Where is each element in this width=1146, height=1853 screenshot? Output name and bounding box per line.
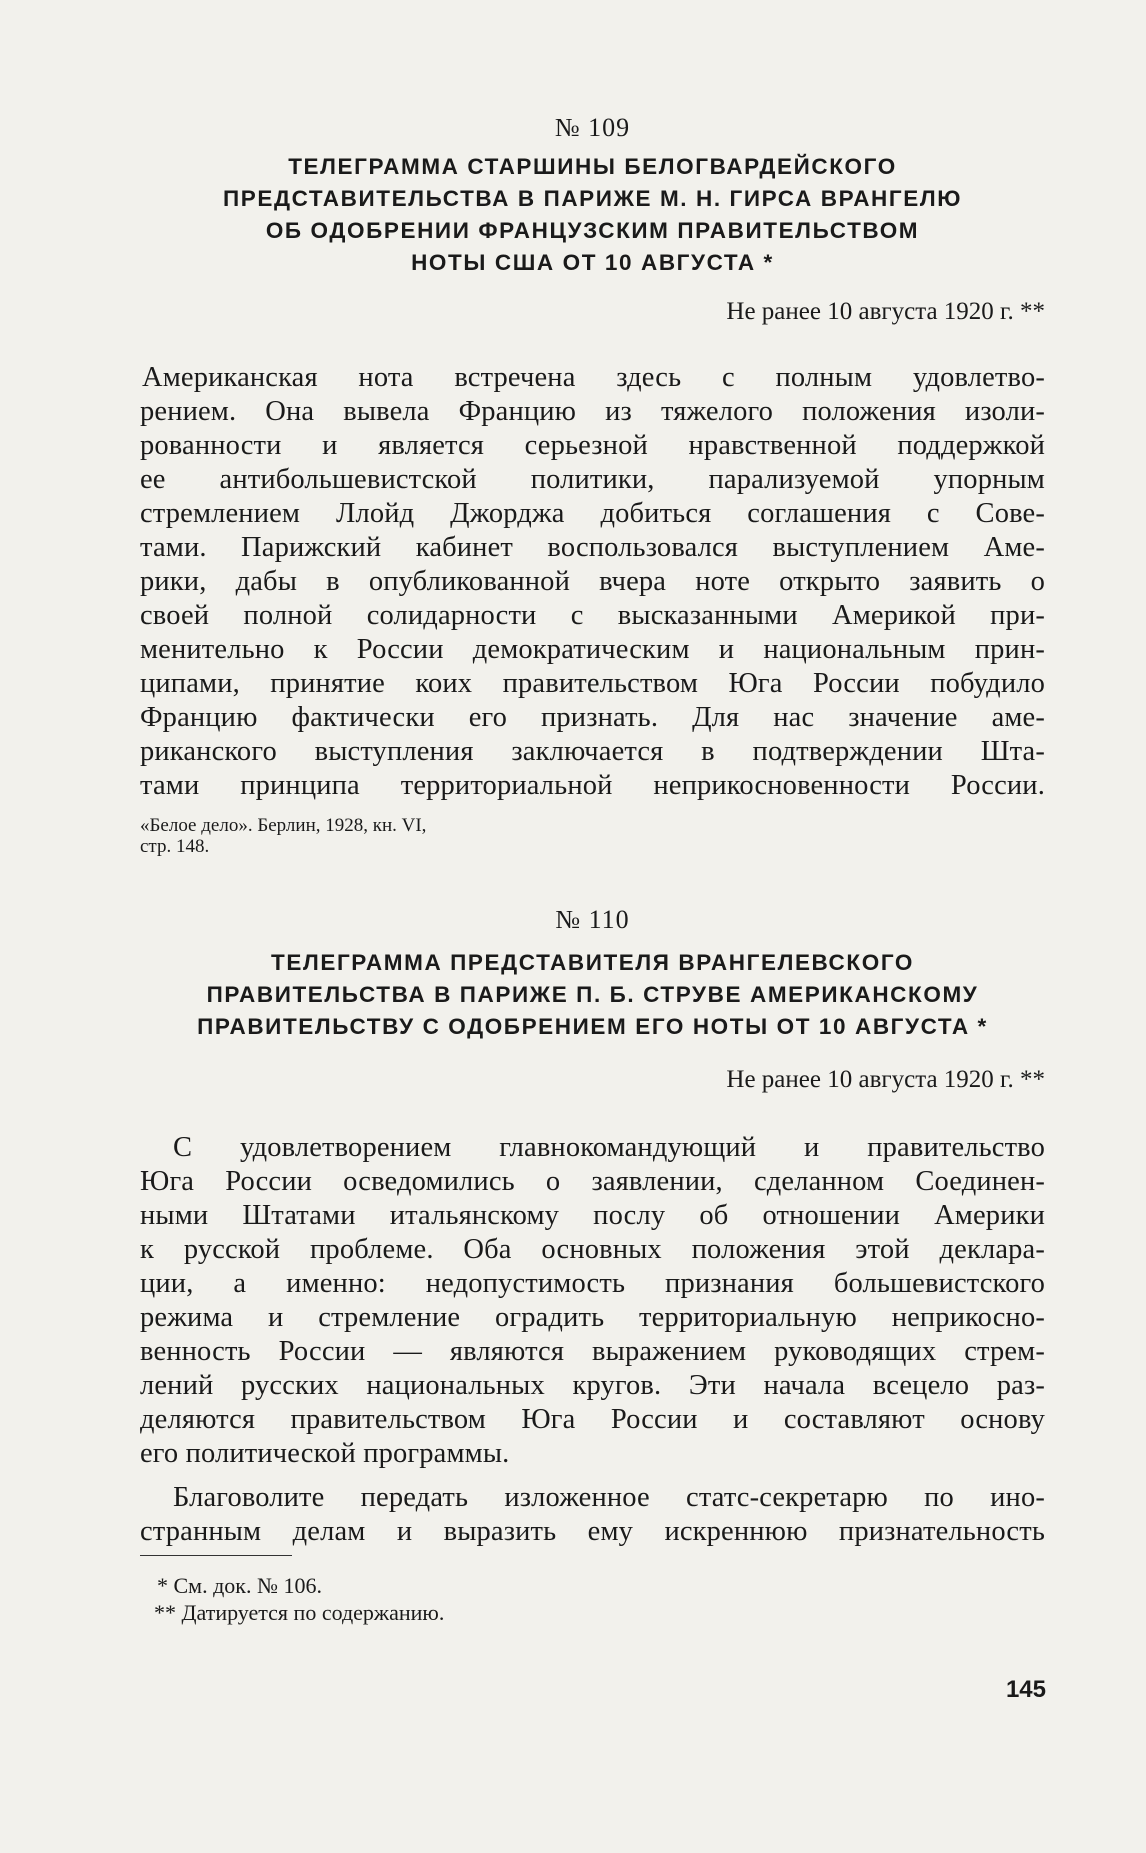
text-line: ее антибольшевистской политики, парализуемой упорным [140, 464, 1045, 495]
text-line: ции, а именно: недопустимость признания большевистского [140, 1268, 1045, 1299]
document-number: № 109 [554, 113, 631, 142]
source-line: стр. 148. [140, 836, 210, 857]
text-line: тами. Парижский кабинет воспользовался выступлением Аме- [140, 532, 1045, 563]
text-line: Благоволите передать изложенное статс-секретарю по ино- [173, 1482, 1045, 1513]
text-line: Юга России осведомились о заявлении, сделанном Соединен- [140, 1166, 1045, 1197]
text-line: странным делам и выразить ему искреннюю признательность [140, 1516, 1045, 1547]
document-body [140, 1131, 1045, 1549]
text-line: к русской проблеме. Оба основных положения этой деклара- [140, 1234, 1045, 1265]
source-line: «Белое дело». Берлин, 1928, кн. VI, [140, 815, 427, 836]
text-line: своей полной солидарности с высказанными Америкой при- [140, 600, 1045, 631]
title-line: ОБ ОДОБРЕНИИ ФРАНЦУЗСКИМ ПРАВИТЕЛЬСТВОМ [265, 218, 920, 243]
title-line: ТЕЛЕГРАММА ПРЕДСТАВИТЕЛЯ ВРАНГЕЛЕВСКОГО [271, 950, 914, 975]
paragraph [140, 361, 1045, 803]
text-line: тами принципа территориальной неприкосновенности России. [140, 770, 1045, 801]
title-line: НОТЫ США ОТ 10 АВГУСТА * [411, 250, 774, 275]
text-line: менительно к России демократическим и национальным прин- [140, 634, 1045, 665]
title-line: ТЕЛЕГРАММА СТАРШИНЫ БЕЛОГВАРДЕЙСКОГО [288, 154, 897, 179]
text-line: ными Штатами итальянскому послу об отношении Америки [140, 1200, 1045, 1231]
text-line: деляются правительством Юга России и составляют основу [140, 1404, 1045, 1435]
document-110 [140, 905, 1045, 1549]
document-date: Не ранее 10 августа 1920 г. ** [726, 1066, 1045, 1093]
footnote: ** Датируется по содержанию. [154, 1600, 445, 1625]
page-number: 145 [1005, 1676, 1046, 1703]
document-109 [140, 113, 1045, 857]
footnotes [140, 1555, 1045, 1626]
document-number: № 110 [555, 905, 630, 934]
text-line: рованности и является серьезной нравственной поддержкой [140, 430, 1045, 461]
text-line: Францию фактически его признать. Для нас значение аме- [140, 702, 1045, 733]
text-line: рением. Она вывела Францию из тяжелого положения изоли- [140, 396, 1045, 427]
footnote-rule [140, 1555, 292, 1556]
title-line: ПРАВИТЕЛЬСТВУ С ОДОБРЕНИЕМ ЕГО НОТЫ ОТ 10 АВГУСТА * [197, 1014, 988, 1039]
text-line: Американская нота встречена здесь с полным удовлетво- [142, 362, 1045, 393]
document-body [140, 361, 1045, 857]
paragraph [140, 1131, 1045, 1471]
document-date: Не ранее 10 августа 1920 г. ** [726, 298, 1045, 325]
document-title [140, 151, 1045, 279]
text-line: венность России — являются выражением руководящих стрем- [140, 1336, 1045, 1367]
text-line: С удовлетворением главнокомандующий и правительство [173, 1132, 1045, 1163]
document-title [140, 947, 1045, 1043]
text-line: стремлением Ллойд Джорджа добиться соглашения с Сове- [140, 498, 1045, 529]
text-line: его политической программы. [140, 1438, 510, 1469]
text-line: режима и стремление оградить территориальную неприкосно- [140, 1302, 1045, 1333]
text-line: риканского выступления заключается в подтверждении Шта- [140, 736, 1045, 767]
text-line: рики, дабы в опубликованной вчера ноте открыто заявить о [140, 566, 1045, 597]
text-line: лений русских национальных кругов. Эти начала всецело раз- [140, 1370, 1045, 1401]
paragraph [140, 1481, 1045, 1549]
title-line: ПРЕДСТАВИТЕЛЬСТВА В ПАРИЖЕ М. Н. ГИРСА ВРАНГЕЛЮ [222, 186, 963, 211]
text-line: ципами, принятие коих правительством Юга России побудило [140, 668, 1045, 699]
footnote: * См. док. № 106. [157, 1573, 322, 1598]
title-line: ПРАВИТЕЛЬСТВА В ПАРИЖЕ П. Б. СТРУВЕ АМЕРИКАНСКОМУ [206, 982, 979, 1007]
source-citation [140, 815, 1045, 857]
